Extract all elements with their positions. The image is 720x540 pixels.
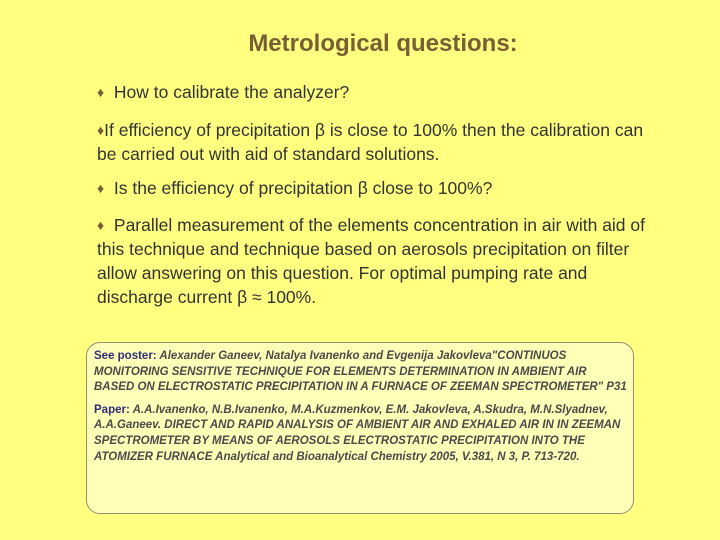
paper-label: Paper: (94, 403, 130, 416)
bullet-text: If efficiency of precipitation β is close to 100% then the calibration can be carried out with aid of standard solutions. (97, 120, 644, 164)
poster-label: See poster: (94, 350, 157, 362)
poster-text: Alexander Ganeev, Natalya Ivanenko and Evgenija Jakovleva"CONTINUOS MONITORING SENSITIVE TECHNIQUE FOR ELEMENTS DETERMINATION IN AMBIENT AIR BASED ON ELECTROSTATIC PRECIPITATION IN A FURNACE OF ZEEMAN SPECTROMETER" P31 (94, 350, 627, 394)
diamond-bullet-icon: ♦ (97, 122, 105, 138)
diamond-bullet-icon: ♦ (97, 180, 105, 196)
bullet-text: How to calibrate the analyzer? (113, 82, 350, 102)
paper-reference (94, 403, 627, 465)
poster-reference (94, 349, 627, 396)
bullet-item (97, 118, 657, 166)
bullet-item (97, 176, 657, 200)
paper-text: A.A.Ivanenko, N.B.Ivanenko, M.A.Kuzmenkov, E.M. Jakovleva, A.Skudra, M.N.Slyadnev, A.A.Ganeev. DIRECT AND RAPID ANALYSIS OF AMBIENT AIR AND EXHALED AIR IN IN ZEEMAN SPECTROMETER BY MEANS OF AEROSOLS ELECTROSTATIC PRECIPITATION INTO THE ATOMIZER FURNACE Analytical and Bioanalytical Chemistry 2005, V.381, N 3, P. 713-720. (94, 403, 621, 463)
diamond-bullet-icon: ♦ (97, 217, 105, 233)
bullet-item (97, 213, 657, 309)
diamond-bullet-icon: ♦ (97, 84, 105, 100)
bullet-item (97, 80, 657, 104)
bullet-text: Is the efficiency of precipitation β close to 100%? (113, 178, 493, 198)
bullet-text: Parallel measurement of the elements concentration in air with aid of this technique and technique based on aerosols precipitation on filter allow answering on this question. For optimal pumping rate and discharge current β ≈ 100%. (97, 215, 646, 307)
references-box (86, 342, 634, 514)
slide-title: Metrological questions: (248, 30, 518, 57)
